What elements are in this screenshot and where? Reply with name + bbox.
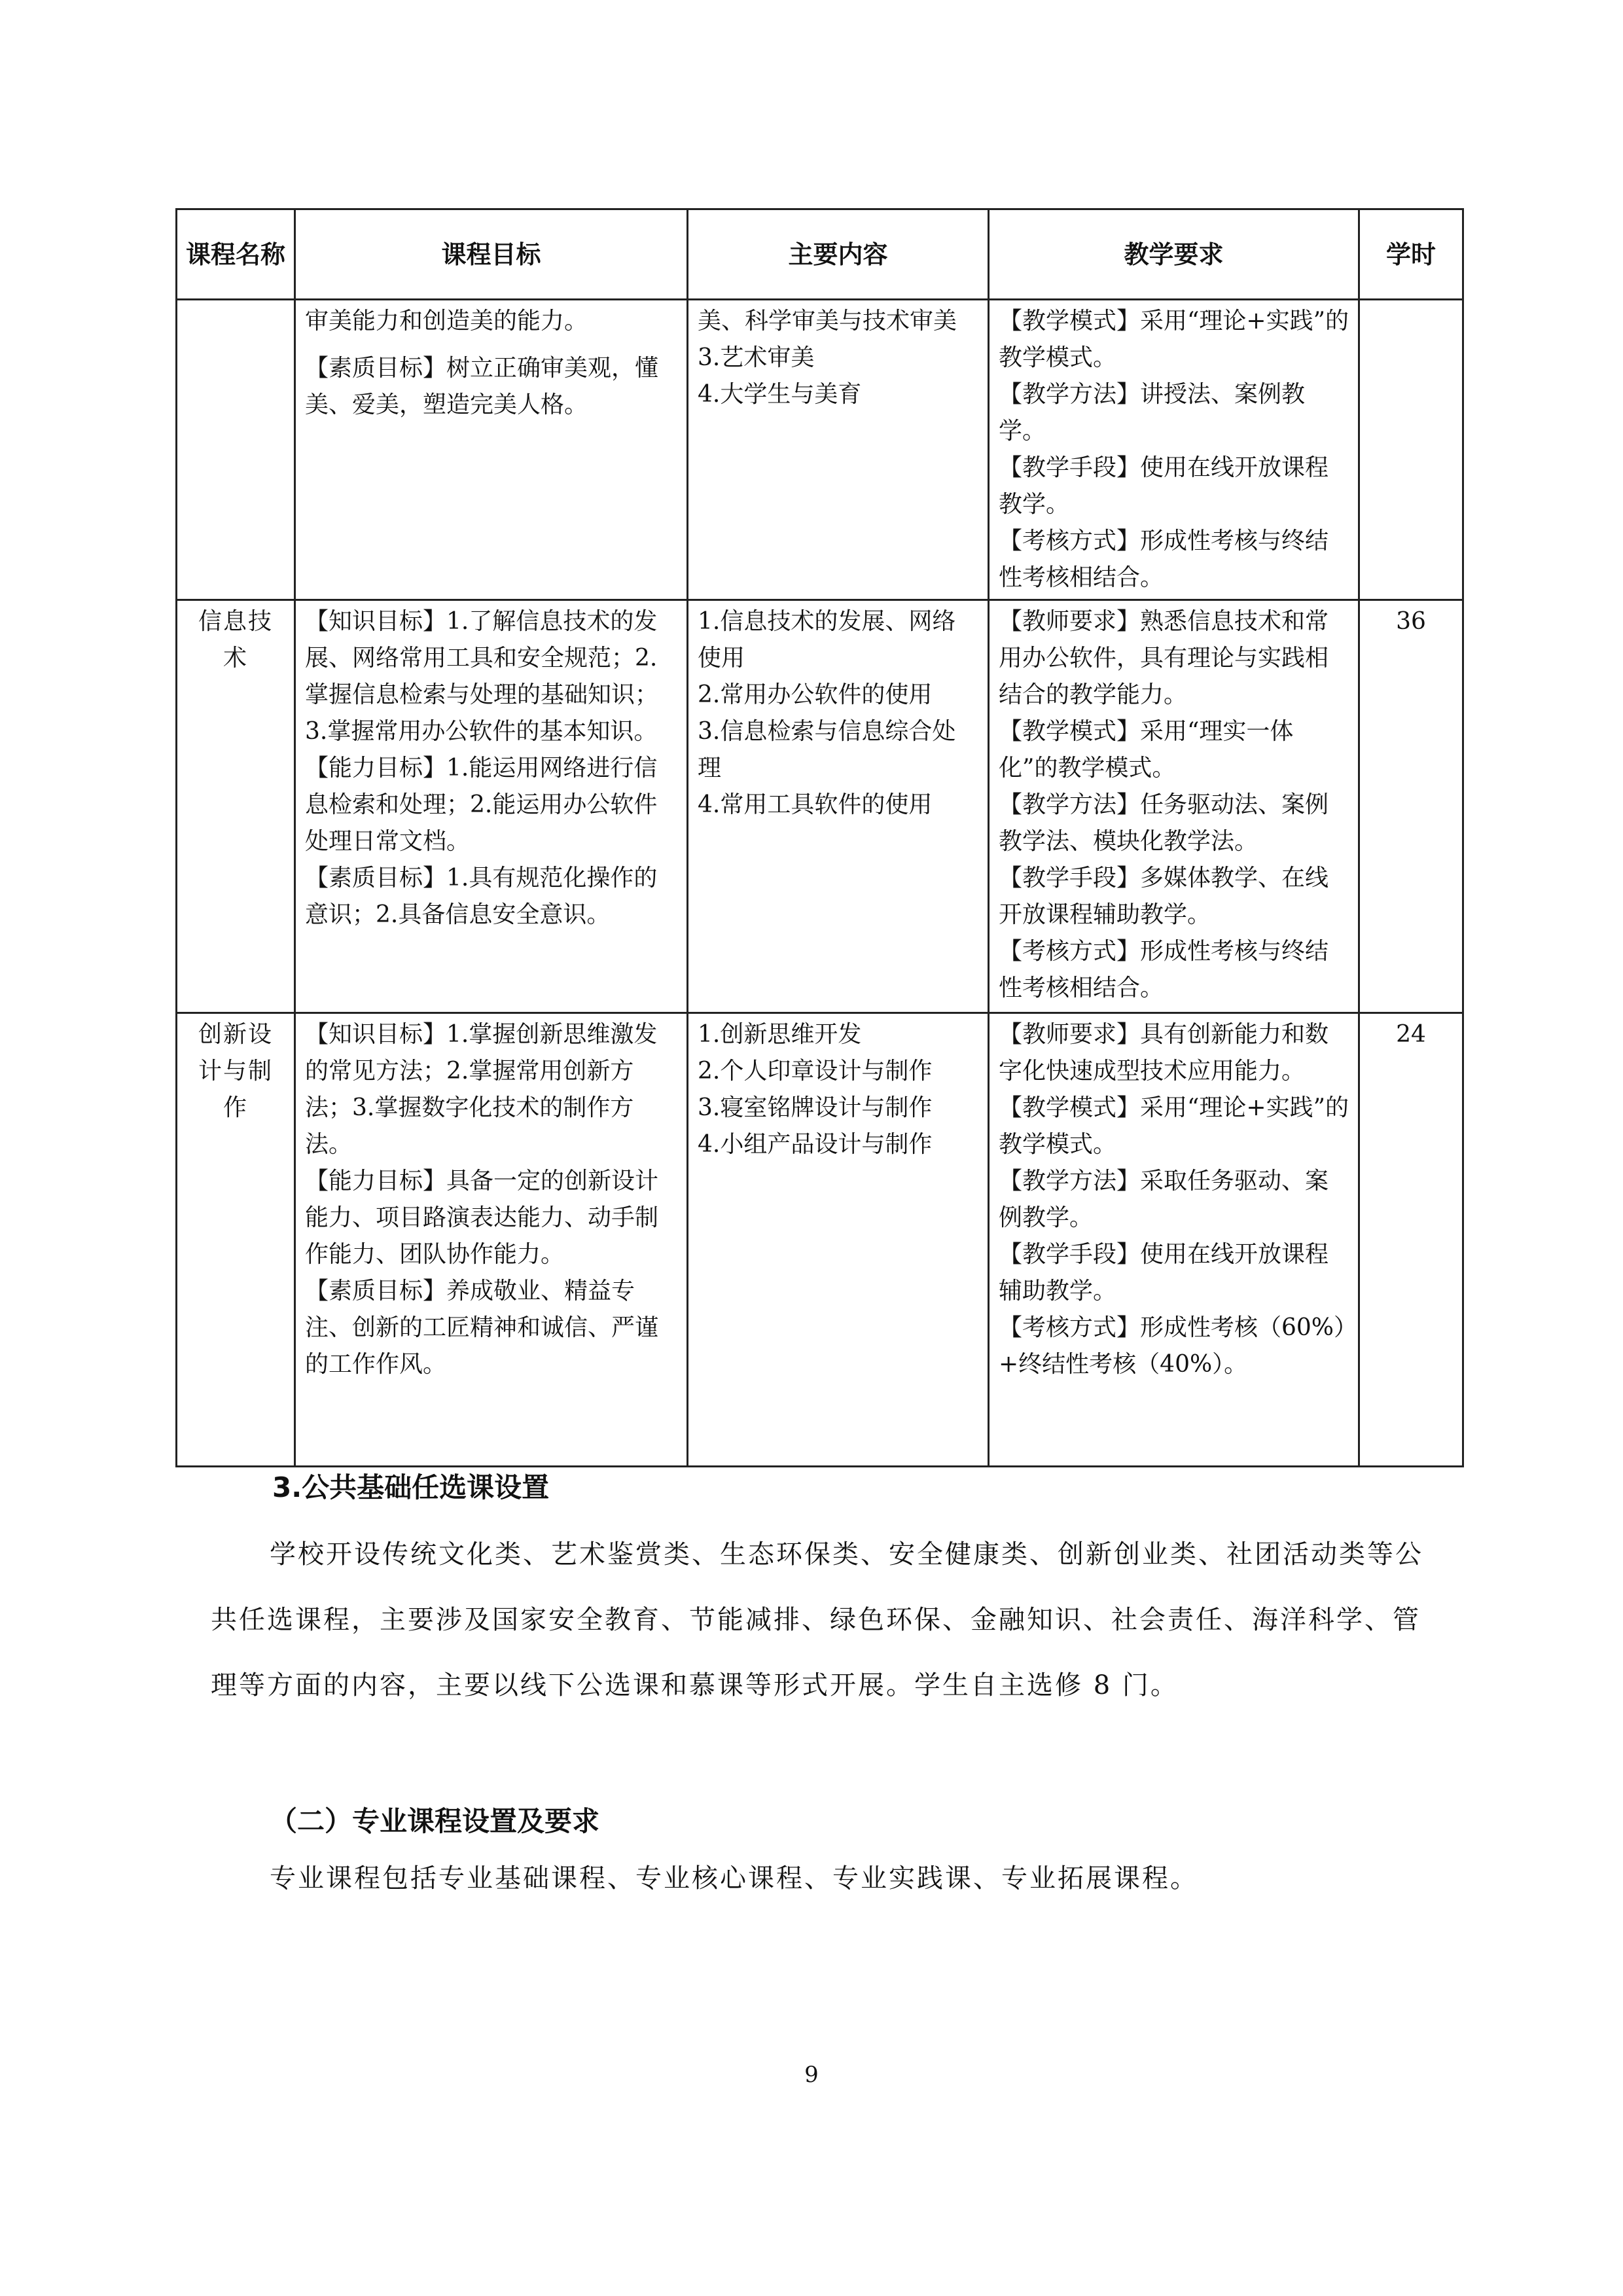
- page-number: 9: [804, 2062, 819, 2088]
- main-content-cell: [688, 1013, 989, 1467]
- course-name-cell: [177, 300, 295, 600]
- requirement-item: 【考核方式】形成性考核与终结性考核相结合。: [999, 528, 1329, 591]
- content-item: 4.大学生与美育: [698, 381, 862, 408]
- requirement-item: 【教学模式】采用“理论+实践”的教学模式。: [999, 1094, 1349, 1158]
- course-goal-cell: [295, 300, 688, 600]
- content-item: 1.创新思维开发: [698, 1021, 862, 1048]
- hours-cell: 24: [1359, 1013, 1463, 1467]
- teaching-requirement-cell: [989, 300, 1359, 600]
- requirement-item: 【教师要求】熟悉信息技术和常用办公软件，具有理论与实践相结合的教学能力。: [999, 608, 1329, 708]
- course-table: [175, 208, 1464, 1467]
- content-item: 美、科学审美与技术审美: [698, 308, 957, 334]
- requirement-item: 【教学手段】多媒体教学、在线开放课程辅助教学。: [999, 865, 1329, 928]
- section-3-paragraph: 学校开设传统文化类、艺术鉴赏类、生态环保类、安全健康类、创新创业类、社团活动类等公共任选课程，主要涉及国家安全教育、节能减排、绿色环保、金融知识、社会责任、海洋科学、管理等方面的内容，主要以线下公选课和慕课等形式开展。学生自主选修 8 门。: [211, 1539, 1423, 1700]
- requirement-item: 【教师要求】具有创新能力和数字化快速成型技术应用能力。: [999, 1021, 1329, 1085]
- teaching-requirement-cell: [989, 1013, 1359, 1467]
- content-item: 4.常用工具软件的使用: [698, 791, 933, 818]
- hours-cell: 36: [1359, 600, 1463, 1013]
- table-row: [177, 1013, 1463, 1467]
- goal-text: 【素质目标】1.具有规范化操作的意识；2.具备信息安全意识。: [305, 865, 658, 928]
- requirement-item: 【教学方法】采取任务驱动、案例教学。: [999, 1168, 1329, 1231]
- content-item: 3.信息检索与信息综合处理: [698, 718, 956, 781]
- goal-text: 【知识目标】1.掌握创新思维激发的常见方法；2.掌握常用创新方法；3.掌握数字化技术的制作方法。: [305, 1021, 658, 1158]
- course-name-cell: 信息技术: [177, 600, 295, 1013]
- goal-text: 【知识目标】1.了解信息技术的发展、网络常用工具和安全规范；2.掌握信息检索与处理的基础知识；3.掌握常用办公软件的基本知识。: [305, 608, 659, 745]
- header-course-name: 课程名称: [177, 209, 295, 300]
- requirement-item: 【教学方法】讲授法、案例教学。: [999, 381, 1306, 444]
- main-content-cell: [688, 600, 989, 1013]
- goal-text: 审美能力和创造美的能力。: [305, 308, 588, 334]
- content-item: 4.小组产品设计与制作: [698, 1131, 933, 1158]
- course-name-cell: 创新设计与制作: [177, 1013, 295, 1467]
- header-course-goal: 课程目标: [295, 209, 688, 300]
- content-item: 3.艺术审美: [698, 344, 815, 371]
- requirement-item: 【考核方式】形成性考核与终结性考核相结合。: [999, 938, 1329, 1001]
- header-teaching-requirement: 教学要求: [989, 209, 1359, 300]
- section-b-title: （二）专业课程设置及要求: [270, 1805, 600, 1837]
- requirement-item: 【教学手段】使用在线开放课程教学。: [999, 454, 1329, 518]
- requirement-item: 【教学方法】任务驱动法、案例教学法、模块化教学法。: [999, 791, 1329, 855]
- header-main-content: 主要内容: [688, 209, 989, 300]
- course-goal-cell: [295, 600, 688, 1013]
- main-content-cell: [688, 300, 989, 600]
- table-header-row: [177, 209, 1463, 300]
- requirement-item: 【教学手段】使用在线开放课程辅助教学。: [999, 1241, 1329, 1304]
- requirement-item: 【考核方式】形成性考核（60%）+终结性考核（40%）。: [999, 1314, 1346, 1378]
- content-item: 2.常用办公软件的使用: [698, 681, 933, 708]
- table-row: [177, 300, 1463, 600]
- course-goal-cell: [295, 1013, 688, 1467]
- content-item: 3.寝室铭牌设计与制作: [698, 1094, 933, 1121]
- requirement-item: 【教学模式】采用“理实一体化”的教学模式。: [999, 718, 1294, 781]
- teaching-requirement-cell: [989, 600, 1359, 1013]
- header-hours: 学时: [1359, 209, 1463, 300]
- table-row: [177, 600, 1463, 1013]
- hours-cell: [1359, 300, 1463, 600]
- goal-text: 【素质目标】树立正确审美观，懂美、爱美，塑造完美人格。: [305, 355, 659, 418]
- requirement-item: 【教学模式】采用“理论+实践”的教学模式。: [999, 308, 1349, 371]
- goal-text: 【能力目标】具备一定的创新设计能力、项目路演表达能力、动手制作能力、团队协作能力。: [305, 1168, 659, 1268]
- section-3-title: 3.公共基础任选课设置: [272, 1471, 550, 1503]
- goal-text: 【能力目标】1.能运用网络进行信息检索和处理；2.能运用办公软件处理日常文档。: [305, 755, 658, 855]
- goal-text: 【素质目标】养成敬业、精益专注、创新的工匠精神和诚信、严谨的工作作风。: [305, 1278, 659, 1378]
- section-b-paragraph: 专业课程包括专业基础课程、专业核心课程、专业实践课、专业拓展课程。: [270, 1863, 1198, 1893]
- content-item: 2.个人印章设计与制作: [698, 1058, 933, 1085]
- content-item: 1.信息技术的发展、网络使用: [698, 608, 956, 672]
